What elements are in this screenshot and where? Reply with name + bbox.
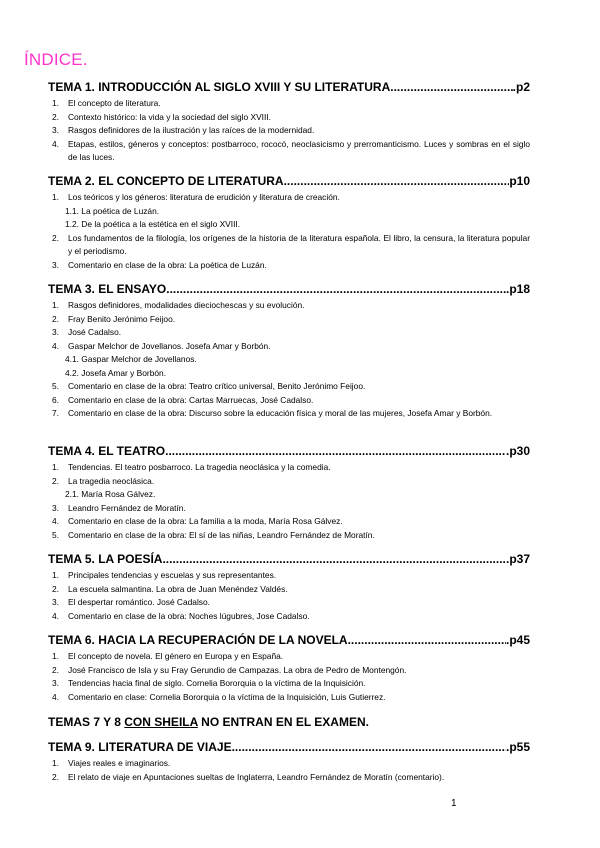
note-underlined: CON SHEILA: [124, 715, 198, 729]
item-number: 2.: [52, 664, 59, 675]
list-item: [48, 771, 530, 785]
section-heading-text: TEMA 6. HACIA LA RECUPERACIÓN DE LA NOVELA: [48, 633, 348, 647]
section-heading: [48, 282, 530, 296]
list-item: [48, 407, 530, 421]
list-item: [48, 232, 530, 259]
item-number: 1.: [52, 300, 59, 310]
list-item: [48, 677, 530, 691]
section-tema-3: [48, 282, 530, 421]
section-item-list: [48, 757, 530, 784]
note-before: TEMAS 7 Y 8: [48, 715, 125, 729]
section-item-list: [48, 191, 530, 272]
list-item: [48, 340, 530, 354]
section-heading-text: TEMA 5. LA POESÍA: [48, 552, 163, 566]
item-text: Comentario en clase de la obra: La poética de Luzán.: [68, 259, 267, 270]
dot-leader: [284, 174, 510, 188]
item-number: 2.: [52, 583, 59, 594]
section-heading-text: TEMA 4. EL TEATRO: [48, 444, 166, 458]
item-text: Tendencias. El teatro posbarroco. La tragedia neoclásica y la comedia.: [68, 462, 331, 472]
item-number: 1.: [52, 651, 59, 661]
list-item: [48, 326, 530, 340]
section-heading-text: TEMA 1. INTRODUCCIÓN AL SIGLO XVIII Y SU LITERATURA: [48, 80, 391, 94]
list-item: [48, 299, 530, 313]
item-text: Tendencias hacia final de siglo. Cornelia Bororquia o la víctima de la Inquisición.: [68, 678, 366, 688]
section-item-list: [48, 97, 530, 165]
item-number: 5.: [52, 381, 59, 391]
sub-item: 4.2. Josefa Amar y Borbón.: [65, 367, 167, 378]
item-text: Comentario en clase: Cornelia Bororquia o la víctima de la Inquisición, Luis Gutierrez.: [68, 691, 386, 702]
section-page-ref: .p2: [512, 80, 530, 94]
item-text: Contexto histórico: la vida y la sociedad del siglo XVIII.: [68, 111, 271, 122]
item-text: Rasgos definidores, modalidades dieciochescas y su evolución.: [68, 300, 305, 310]
item-number: 3.: [52, 502, 59, 513]
section-heading: [48, 174, 530, 188]
section-page-ref: p10: [509, 174, 530, 188]
list-item: [48, 394, 530, 408]
section-tema-5: [48, 552, 530, 623]
item-number: 2.: [52, 111, 59, 122]
list-item: [48, 691, 530, 705]
section-heading-text: TEMA 9. LITERATURA DE VIAJE: [48, 740, 232, 754]
sub-item: 4.1. Gaspar Melchor de Jovellanos.: [65, 354, 197, 364]
section-item-list: [48, 299, 530, 421]
item-text: El relato de viaje en Apuntaciones sueltas de Inglaterra, Leandro Fernández de Moratín (comentario).: [68, 771, 445, 782]
dot-leader: [165, 444, 506, 458]
list-item: [48, 583, 530, 597]
item-number: 1.: [52, 462, 59, 472]
list-item: [48, 502, 530, 516]
section-heading-text: TEMA 2. EL CONCEPTO DE LITERATURA: [48, 174, 284, 188]
list-item: [48, 380, 530, 394]
list-item: [48, 191, 530, 205]
item-number: 5.: [52, 529, 59, 540]
list-item: [48, 461, 530, 475]
list-item: [48, 650, 530, 664]
item-text: Comentario en clase de la obra: Cartas Marruecas, José Cadalso.: [68, 394, 314, 405]
list-item: [48, 124, 530, 138]
section-page-ref: .p37: [505, 552, 530, 566]
section-heading: [48, 444, 530, 458]
dot-leader: [166, 282, 506, 296]
list-item: [48, 757, 530, 771]
item-text: Comentario en clase de la obra: Teatro crítico universal, Benito Jerónimo Feijoo.: [68, 381, 366, 391]
section-tema-9: [48, 740, 530, 784]
item-number: 1.: [52, 570, 59, 580]
list-item: [48, 515, 530, 529]
list-item: [48, 138, 530, 165]
item-text: Comentario en clase de la obra: Discurso sobre la educación física y moral de las mujeres, Josefa Amar y Borbón.: [68, 408, 493, 418]
index-title: ÍNDICE.: [24, 50, 88, 69]
section-item-list: [48, 650, 530, 704]
item-text: Rasgos definidores de la ilustración y las raíces de la modernidad.: [68, 125, 315, 135]
item-number: 3.: [52, 125, 59, 135]
sub-item: 1.2. De la poética a la estética en el siglo XVIII.: [65, 219, 241, 229]
dot-leader: [390, 80, 512, 94]
list-item: [48, 97, 530, 111]
item-number: 4.: [52, 516, 59, 526]
section-tema-4: [48, 444, 530, 542]
item-number: 4.: [52, 691, 59, 702]
section-heading: [48, 552, 530, 566]
item-number: 3.: [52, 678, 59, 688]
dot-leader: [232, 740, 506, 754]
item-text: Etapas, estilos, géneros y conceptos: postbarroco, rococó, neoclasicismo y prerromanticismo. Luces y sombras en el siglo de las luces.: [68, 138, 530, 162]
list-item: [48, 529, 530, 543]
item-number: 4.: [52, 138, 59, 149]
section-heading: [48, 633, 530, 647]
list-item: [48, 610, 530, 624]
section-page-ref: .p45: [505, 633, 530, 647]
exam-note: [48, 715, 369, 729]
item-number: 4.: [52, 340, 59, 351]
dot-leader: [162, 552, 506, 566]
list-item: [48, 664, 530, 678]
item-text: Los fundamentos de la filología, los orígenes de la historia de la literatura española. El libro, la censura, la literatura popular y el periodismo.: [68, 232, 530, 256]
item-number: 1.: [52, 758, 59, 768]
item-text: El concepto de novela. El género en Europa y en España.: [68, 651, 284, 661]
item-text: El despertar romántico. José Cadalso.: [68, 597, 210, 607]
item-number: 1.: [52, 192, 59, 202]
item-text: Principales tendencias y escuelas y sus representantes.: [68, 570, 277, 580]
section-tema-6: [48, 633, 530, 704]
note-after: NO ENTRAN EN EL EXAMEN.: [197, 715, 369, 729]
item-text: José Francisco de Isla y su Fray Gerundio de Campazas. La obra de Pedro de Montengón.: [68, 664, 407, 675]
item-text: Comentario en clase de la obra: La familia a la moda, María Rosa Gálvez.: [68, 516, 343, 526]
item-text: Comentario en clase de la obra: Noches lúgubres, Jose Cadalso.: [68, 610, 310, 621]
item-text: Los teóricos y los géneros: literatura de erudición y literatura de creación.: [68, 192, 340, 202]
section-tema-1: [48, 80, 530, 165]
item-text: La escuela salmantina. La obra de Juan Menéndez Valdés.: [68, 583, 288, 594]
list-item: [48, 569, 530, 583]
sub-item: 1.1. La poética de Luzán.: [65, 205, 160, 216]
list-item: [48, 259, 530, 273]
list-item: [48, 111, 530, 125]
section-heading: [48, 80, 530, 94]
item-text: José Cadalso.: [68, 327, 122, 337]
item-number: 2.: [52, 771, 59, 782]
item-text: Fray Benito Jerónimo Feijoo.: [68, 313, 176, 324]
item-number: 3.: [52, 259, 59, 270]
sub-item: 2.1. María Rosa Gálvez.: [65, 489, 156, 499]
item-text: Leandro Fernández de Moratín.: [68, 502, 186, 513]
item-number: 4.: [52, 610, 59, 621]
section-item-list: [48, 461, 530, 542]
item-number: 7.: [52, 408, 59, 418]
section-heading: [48, 740, 530, 754]
item-text: Comentario en clase de la obra: El sí de las niñas, Leandro Fernández de Moratín.: [68, 529, 375, 540]
section-page-ref: .p18: [505, 282, 530, 296]
section-page-ref: .p30: [505, 444, 530, 458]
item-text: Gaspar Melchor de Jovellanos. Josefa Amar y Borbón.: [68, 340, 271, 351]
list-item: [48, 596, 530, 610]
section-heading-text: TEMA 3. EL ENSAYO: [48, 282, 167, 296]
list-item: [48, 313, 530, 327]
item-number: 3.: [52, 597, 59, 607]
item-text: La tragedia neoclásica.: [68, 475, 155, 486]
item-number: 2.: [52, 313, 59, 324]
section-tema-2: [48, 174, 530, 272]
section-item-list: [48, 569, 530, 623]
item-number: 2.: [52, 232, 59, 243]
item-text: Viajes reales e imaginarios.: [68, 758, 171, 768]
item-number: 6.: [52, 394, 59, 405]
page-number: 1: [451, 798, 457, 809]
item-number: 3.: [52, 327, 59, 337]
item-number: 2.: [52, 475, 59, 486]
item-text: El concepto de literatura.: [68, 98, 161, 108]
list-item: [48, 475, 530, 489]
section-page-ref: .p55: [505, 740, 530, 754]
dot-leader: [348, 633, 506, 647]
item-number: 1.: [52, 98, 59, 108]
